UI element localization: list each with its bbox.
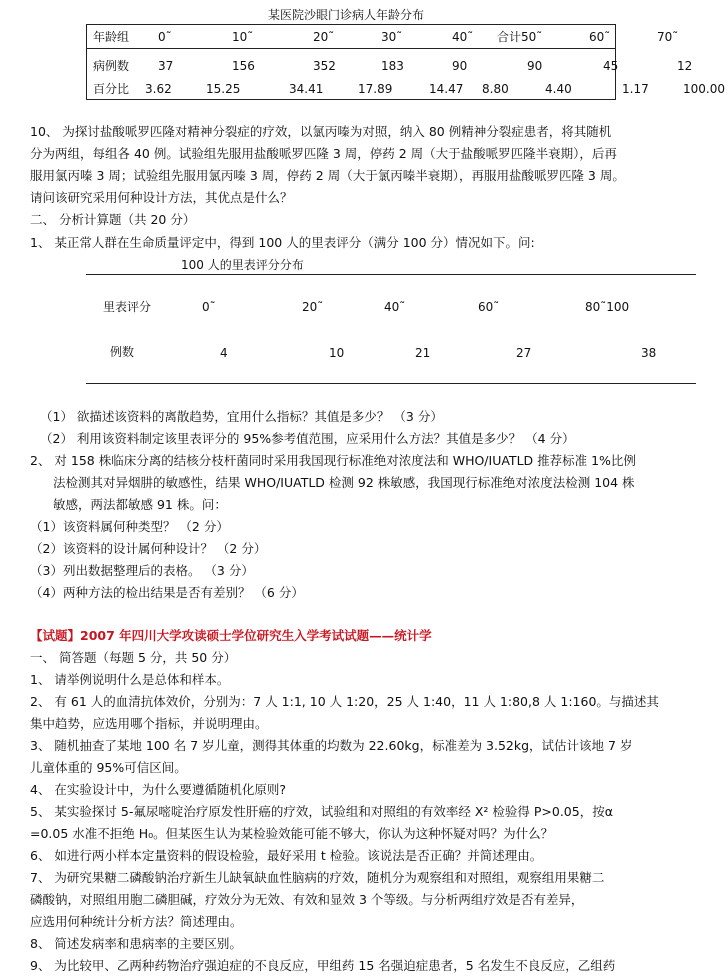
table1-cell: 14.47: [429, 82, 464, 96]
exam-line: =0.05 水准不拒绝 H₀。但某医生认为某检验效能可能不够大，你认为这种怀疑对吗？为什么？: [30, 826, 554, 841]
table1-cell: 0˜: [158, 30, 172, 44]
table1-cell: 8.80: [482, 82, 509, 96]
table1-cell: 3.62: [145, 82, 172, 96]
table2-score: 60˜: [478, 300, 500, 314]
exam-line: 4、 在实验设计中，为什么要遵循随机化原则?: [30, 782, 287, 797]
table2-count-label: 例数: [110, 345, 135, 359]
exam-line: 磷酸钠，对照组用胞二磷胆碱，疗效分为无效、有效和显效 3 个等级。与分析两组疗效是否有差异，: [30, 892, 584, 907]
table1-cell: 10˜: [232, 30, 254, 44]
table1-cell: 40˜: [452, 30, 474, 44]
table1-cell: 90: [452, 59, 468, 73]
q1-intro: 1、 某正常人群在生命质量评定中，得到 100 人的里表评分（满分 100 分）情况如下。问:: [30, 235, 535, 250]
table1-cell: 34.41: [289, 82, 324, 96]
q10-line: 请问该研究采用何种设计方法，其优点是什么？: [30, 190, 293, 205]
q10-line: 10、 为探讨盐酸哌罗匹隆对精神分裂症的疗效，以氯丙嗪为对照，纳入 80 例精神分裂症患者，将其随机: [30, 124, 612, 139]
exam-line: 应选用何种统计分析方法？简述理由。: [30, 914, 243, 929]
table1-cell: 病例数: [93, 59, 130, 73]
table1-cell: 17.89: [358, 82, 393, 96]
q10-line: 分为两组，每组各 40 例。试验组先服用盐酸哌罗匹隆 3 周，停药 2 周（大于盐酸哌罗匹隆半衰期），后再: [30, 146, 617, 161]
q2-sub: （3）列出数据整理后的表格。 （3 分）: [30, 563, 254, 578]
exam-line: 8、 简述发病率和患病率的主要区别。: [30, 936, 242, 951]
table1-cell: 20˜: [313, 30, 335, 44]
table2-score: 0˜: [202, 300, 216, 314]
exam-line: 1、 请举例说明什么是总体和样本。: [30, 672, 230, 687]
table1-cell: 15.25: [206, 82, 241, 96]
table1-title: 某医院沙眼门诊病人年龄分布: [268, 8, 425, 22]
table2-score: 80˜100: [585, 300, 630, 314]
exam-line: 6、 如进行两小样本定量资料的假设检验，最好采用 t 检验。该说法是否正确？并简述理由。: [30, 848, 543, 863]
q2-sub: （4）两种方法的检出结果是否有差别？ （6 分）: [30, 585, 304, 600]
exam-line: 7、 为研究果糖二磷酸钠治疗新生儿缺氧缺血性脑病的疗效，随机分为观察组和对照组，观察组用果糖二: [30, 870, 605, 885]
exam-title: 【试题】2007 年四川大学攻读硕士学位研究生入学考试试题——统计学: [30, 628, 432, 643]
q2-sub: （2）该资料的设计属何种设计？ （2 分）: [30, 541, 267, 556]
table1-cell: 百分比: [93, 82, 130, 96]
q2-line: 2、 对 158 株临床分离的结核分枝杆菌同时采用我国现行标准绝对浓度法和 WHO/IUATLD 推荐标准 1%比例: [30, 453, 636, 468]
table1-cell: 4.40: [545, 82, 572, 96]
table1-cell: 1.17: [622, 82, 649, 96]
table1-top-rule: [86, 24, 616, 25]
exam-line: 3、 随机抽查了某地 100 名 7 岁儿童，测得其体重的均数为 22.60kg，标准差为 3.52kg，试估计该地 7 岁: [30, 738, 633, 753]
table1-cell: 352: [313, 59, 336, 73]
table2-title: 100 人的里表评分分布: [181, 258, 304, 272]
table2-bottom-rule: [86, 383, 696, 384]
exam-line: 儿童体重的 95%可信区间。: [30, 760, 187, 775]
table2-score-label: 里表评分: [103, 300, 152, 314]
table2-count: 38: [641, 346, 657, 360]
exam-line: 2、 有 61 人的血清抗体效价，分别为：7 人 1:1, 10 人 1:20，25 人 1:40，11 人 1:80,8 人 1:160。与描述其: [30, 694, 659, 709]
table2-top-rule: [86, 274, 696, 275]
exam-section-heading: 一、 简答题（每题 5 分，共 50 分）: [30, 650, 237, 665]
table1-cell: 90: [527, 59, 543, 73]
table2-count: 27: [516, 346, 532, 360]
table1-header-rule: [86, 48, 616, 49]
exam-line: 集中趋势，应选用哪个指标，并说明理由。: [30, 716, 268, 731]
table2-score: 20˜: [302, 300, 324, 314]
table2-count: 4: [220, 346, 228, 360]
table1-cell: 年龄组: [93, 30, 130, 44]
q1-sub: （2） 利用该资料制定该里表评分的 95%参考值范围，应采用什么方法？其值是多少？ （4 分）: [40, 431, 575, 446]
exam-line: 9、 为比较甲、乙两种药物治疗强迫症的不良反应，甲组药 15 名强迫症患者，5 名发生不良反应，乙组药: [30, 958, 616, 973]
exam-line: 5、 某实验探讨 5-氟尿嘧啶治疗原发性肝癌的疗效，试验组和对照组的有效率经 X² 检验得 P>0.05，按α: [30, 804, 613, 819]
table2-count: 10: [329, 346, 345, 360]
table2-count: 21: [415, 346, 431, 360]
table1-cell: 45: [603, 59, 619, 73]
table1-bottom-rule: [86, 99, 616, 100]
table1-left-rule: [86, 24, 87, 99]
q2-sub: （1）该资料属何种类型？ （2 分）: [30, 519, 229, 534]
table1-cell: 60˜: [589, 30, 611, 44]
q10-line: 服用氯丙嗪 3 周；试验组先服用氯丙嗪 3 周，停药 2 周（大于氯丙嗪半衰期），再服用盐酸哌罗匹隆 3 周。: [30, 168, 625, 183]
q1-sub: （1） 欲描述该资料的离散趋势，宜用什么指标？其值是多少？ （3 分）: [40, 409, 443, 424]
table1-cell: 100.00: [683, 82, 725, 96]
table2-score: 40˜: [384, 300, 406, 314]
table1-cell: 156: [232, 59, 255, 73]
table1-cell: 30˜: [381, 30, 403, 44]
table1-cell: 37: [158, 59, 174, 73]
table1-cell: 合计50˜: [497, 30, 543, 44]
table1-cell: 183: [381, 59, 404, 73]
table1-cell: 70˜: [657, 30, 679, 44]
table1-cell: 12: [677, 59, 693, 73]
q2-line: 敏感，两法都敏感 91 株。问：: [53, 497, 227, 512]
q2-line: 法检测其对异烟肼的敏感性，结果 WHO/IUATLD 检测 92 株敏感，我国现行标准绝对浓度法检测 104 株: [53, 475, 635, 490]
section-heading: 二、 分析计算题（共 20 分）: [30, 212, 196, 227]
